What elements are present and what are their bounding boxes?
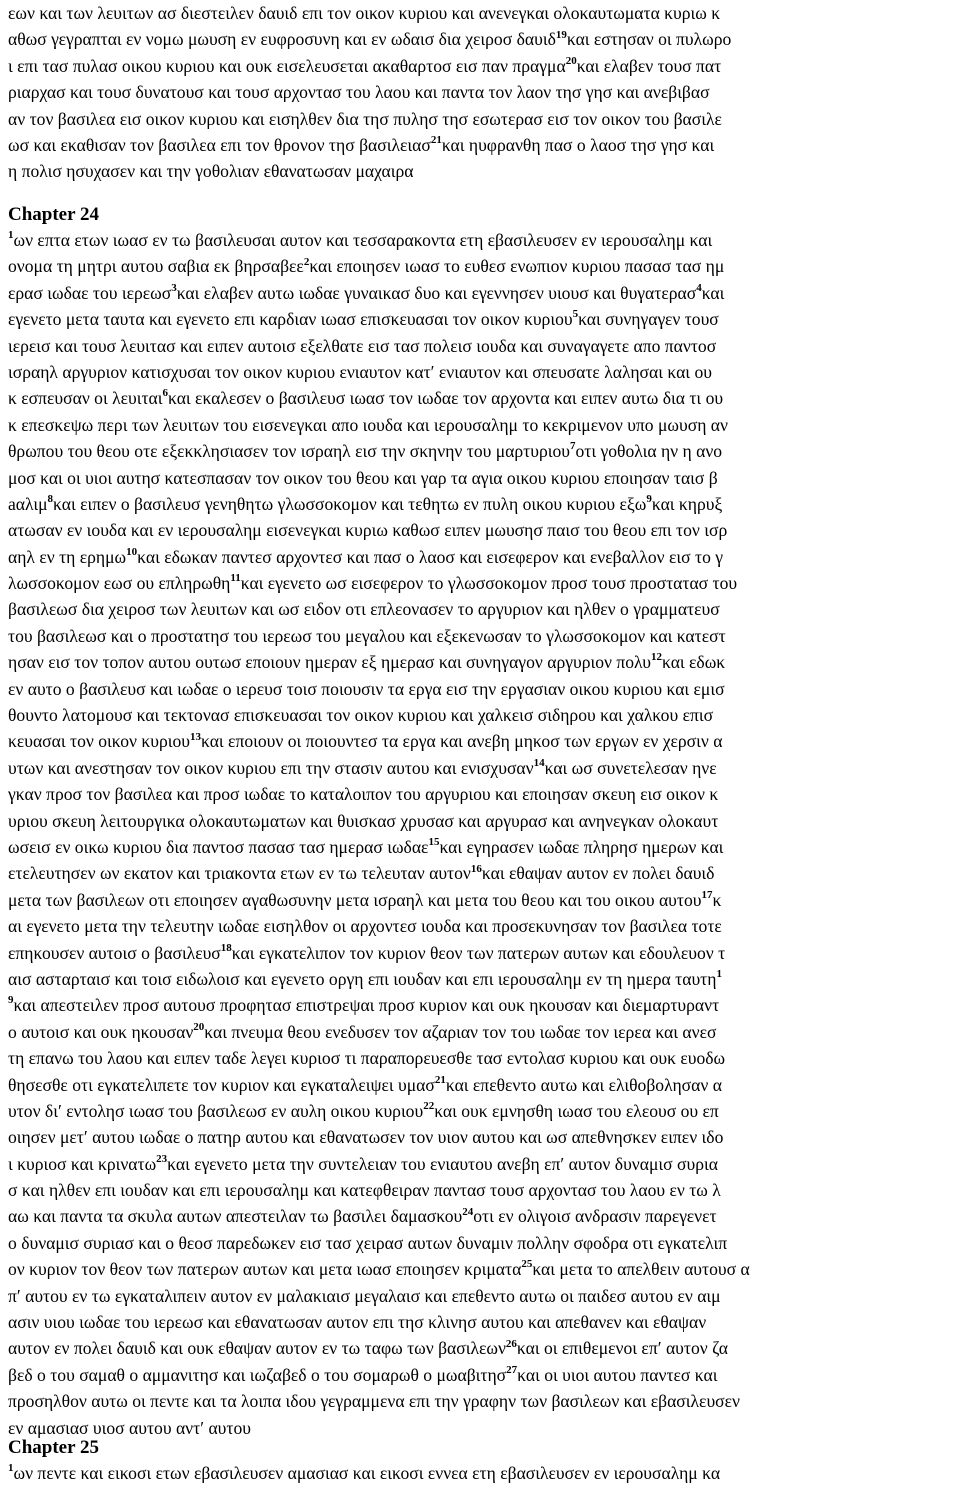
text-line	[8, 570, 958, 596]
line-text: και ελαβεν αυτω ιωδαε γυναικασ δυο και εγεννησεν υιουσ και θυγατερασ	[176, 282, 697, 303]
verse-number: 23	[156, 1152, 168, 1165]
text-line	[8, 158, 958, 184]
verse-number: 1	[716, 968, 722, 981]
text-line	[8, 385, 958, 411]
line-text: κ εσπευσαν οι λευιται	[8, 388, 163, 409]
line-text: ατωσαν εν ιουδα και εν ιερουσαλημ εισενεγκαι κυριω καθωσ ειπεν μωυσησ παισ του θεου επι τον ισρ	[8, 520, 728, 541]
line-text: και εποιουν οι ποιουντεσ τα εργα και ανεβη μηκοσ των εργων εν χερσιν α	[201, 731, 723, 752]
line-text: και πνευμα θεου ενεδυσεν τον αζαριαν τον του ιωδαε τον ιερεα και ανεσ	[204, 1021, 717, 1042]
line-text: αν τον βασιλεα εισ οικον κυριου και εισηλθεν δια τησ πυλησ τησ εσωτερασ εισ τον οικον του βασιλε	[8, 108, 722, 129]
verse-number: 24	[462, 1205, 474, 1218]
line-text: θουντο λατομουσ και τεκτονασ επισκευασαι τον οικον κυριου και χαλκεισ σιδηρου και χαλκου επισ	[8, 705, 714, 726]
line-text: επηκουσεν αυτοισ ο βασιλευσ	[8, 942, 221, 963]
line-text: και επεθεντο αυτω και ελιθοβολησαν α	[445, 1074, 722, 1095]
line-text: οιησεν μετ′ αυτου ιωδαε ο πατηρ αυτου και εθανατωσεν τον υιον αυτου και ωσ απεθνησκεν ειπεν ιδο	[8, 1127, 724, 1148]
text-line	[8, 1177, 958, 1203]
line-text: προσηλθον αυτω οι πεντε και τα λοιπα ιδου γεγραμμενα επι την γραφην των βασιλεων και εβασιλευσεν	[8, 1391, 740, 1412]
text-line	[8, 106, 958, 132]
line-text: και συνηγαγεν τουσ	[578, 309, 719, 330]
line-text: aαλιμ	[8, 493, 48, 514]
line-text: και ελαβεν τουσ πατ	[576, 55, 722, 76]
text-line	[8, 1362, 958, 1388]
text-line	[8, 940, 958, 966]
verse-number: 3	[171, 281, 177, 294]
text-line	[8, 438, 958, 464]
text-line	[8, 227, 958, 253]
text-line	[8, 702, 958, 728]
text-line	[8, 834, 958, 860]
verse-number: 9	[646, 493, 652, 506]
line-text: αισ ασταρταισ και τοισ ειδωλοισ και εγενετο οργη επι ιουδαν και επι ιερουσαλημ εν τη ημερα ταυτη	[8, 968, 717, 989]
text-line	[8, 1230, 958, 1256]
line-text: ασιν υιου ιωδαε του ιερεωσ και εθανατωσαν αυτον επι τησ κλινησ αυτου και απεθανεν και εθαψαν	[8, 1312, 707, 1333]
verse-number: 18	[220, 941, 232, 954]
verse-number: 20	[193, 1020, 205, 1033]
line-text: κ	[712, 889, 722, 910]
text-line	[8, 26, 958, 52]
verse-number: 13	[190, 730, 201, 743]
text-line	[8, 1309, 958, 1335]
line-text: οτι εν ολιγοισ ανδρασιν παρεγενετ	[473, 1206, 717, 1227]
text-line	[8, 517, 958, 543]
text-line	[8, 860, 958, 886]
line-text: π′ αυτου εν τω εγκαταλιπειν αυτον εν μαλακιαισ μεγαλαισ και επεθεντο αυτω οι παιδεσ αυτου εν αιμ	[8, 1285, 721, 1306]
line-text: κ επεσκεψω περι των λευιτων του εισενεγκαι απο ιουδα και ιερουσαλημ το κεκριμενον υπο μωυση αν	[8, 414, 728, 435]
text-line	[8, 1045, 958, 1071]
text-line	[8, 676, 958, 702]
line-text: μοσ και οι υιοι αυτησ κατεσπασαν τον οικον του θεου και γαρ τα αγια οικου κυριου εποιησαν ταισ β	[8, 467, 718, 488]
text-line	[8, 1072, 958, 1098]
line-text: και εγηρασεν ιωδαε πληρησ ημερων και	[439, 836, 724, 857]
verse-number: 2	[303, 255, 310, 268]
verse-number: 14	[533, 756, 545, 769]
verse-number: 20	[565, 54, 577, 67]
line-text: ιερεισ και τουσ λευιτασ και ειπεν αυτοισ εξελθατε εισ τασ πολεισ ιουδα και συναγαγετε απο παντοσ	[8, 335, 717, 356]
line-text: εν αμασιασ υιοσ αυτου αντ′ αυτου	[8, 1417, 251, 1438]
line-text: ισραηλ αργυριον κατισχυσαι τον οικον κυριου ενιαυτον κατ′ ενιαυτον και σπευσατε λαλησαι και ου	[8, 361, 712, 382]
chapter-heading: Chapter 24	[8, 204, 99, 225]
line-text: θησεσθε οτι εγκατελιπετε τον κυριον και εγκαταλειψει υμασ	[8, 1074, 435, 1095]
line-text: αι εγενετο μετα την τελευτην ιωδαε εισηλθον οι αρχοντεσ ιουδα και προσεκυνησαν τον βασιλεα τοτε	[8, 916, 722, 937]
line-text: και ουκ εμνησθη ιωασ του ελεουσ ου επ	[434, 1100, 719, 1121]
line-text: του βασιλεωσ και ο προστατησ του ιερεωσ του μεγαλου και εξεκενωσαν το γλωσσοκομον και κατεστ	[8, 625, 726, 646]
line-text: και εδωκ	[661, 652, 726, 673]
text-line	[8, 333, 958, 359]
verse-number: 9	[8, 994, 14, 1007]
text-line	[8, 544, 958, 570]
line-text: και ωσ συνετελεσαν ηνε	[544, 757, 717, 778]
verse-number: 17	[701, 888, 713, 901]
verse-number: 25	[521, 1258, 533, 1271]
line-text: μετα των βασιλεων οτι εποιησεν αγαθωσυνην μετα ισραηλ και μετα του θεου και του οικου αυτου	[8, 889, 702, 910]
line-text: υτων και ανεστησαν τον οικον κυριου επι την στασιν αυτου και ενισχυσαν	[8, 757, 534, 778]
text-line	[8, 623, 958, 649]
line-text: ριαρχασ και τουσ δυνατουσ και τουσ αρχοντασ του λαου και παντα τον λαον τησ γησ και ανεβιβασ	[8, 82, 710, 103]
line-text: και εδωκαν παντεσ αρχοντεσ και πασ ο λαοσ και εισεφερον και ενεβαλλον εισ το γ	[137, 546, 724, 567]
text-line	[8, 992, 958, 1018]
line-text: και εκαλεσεν ο βασιλευσ ιωασ τον ιωδαε τον αρχοντα και ειπεν αυτω δια τι ου	[168, 388, 724, 409]
line-text: η πολισ ησυχασεν και την γοθολιαν εθανατωσαν μαχαιρα	[8, 161, 414, 182]
line-text: και	[701, 282, 725, 303]
verse-number: 1	[8, 1462, 14, 1475]
line-text: εν αυτο ο βασιλευσ και ιωδαε ο ιερευσ τοισ ποιουσιν τα εργα εισ την εργασιαν οικου κυριου και εμισ	[8, 678, 725, 699]
line-text: αηλ εν τη ερημω	[8, 546, 127, 567]
line-text: και εθαψαν αυτον εν πολει δαυιδ	[481, 863, 715, 884]
verse-number: 4	[696, 281, 702, 294]
text-line	[8, 1388, 958, 1414]
line-text: και κηρυξ	[651, 493, 723, 514]
line-text: και οι επιθεμενοι επ′ αυτον ζα	[516, 1338, 728, 1359]
text-line	[8, 359, 958, 385]
text-line	[8, 1203, 958, 1229]
line-text: αθωσ γεγραπται εν νομω μωυση εν ευφροσυνη και εν ωδαισ δια χειροσ δαυιδ	[8, 29, 556, 50]
text-line	[8, 1283, 958, 1309]
verse-number: 7	[569, 440, 576, 453]
text-line	[8, 808, 958, 834]
verse-number: 10	[126, 545, 138, 558]
text-line	[8, 79, 958, 105]
line-text: και εγκατελιπον τον κυριον θεον των πατερων αυτων και εδουλευον τ	[231, 942, 726, 963]
line-text: αυτον εν πολει δαυιδ και ουκ εθαψαν αυτον εν τω ταφω των βασιλεων	[8, 1338, 506, 1359]
line-text: ων επτα ετων ιωασ εν τω βασιλευσαι αυτον και τεσσαρακοντα ετη εβασιλευσεν εν ιερουσαλημ και	[13, 230, 713, 250]
line-text: οτι γοθολια ην η ανο	[575, 441, 723, 462]
line-text: αω και παντα τα σκυλα αυτων απεστειλαν τω βασιλει δαμασκου	[8, 1206, 463, 1227]
line-text: και εστησαν οι πυλωρο	[566, 29, 732, 50]
line-text: ον κυριον τον θεον των πατερων αυτων και μετα ιωασ εποιησεν κριματα	[8, 1259, 522, 1280]
line-text: εγενετο μετα ταυτα και εγενετο επι καρδιαν ιωασ επισκευασαι τον οικον κυριου	[8, 309, 573, 330]
chapter-heading: Chapter 25	[8, 1437, 99, 1458]
text-line	[8, 966, 958, 992]
text-line	[8, 280, 958, 306]
text-line	[8, 1151, 958, 1177]
line-text: ων πεντε και εικοσι ετων εβασιλευσεν αμασιασ και εικοσι εννεα ετη εβασιλευσεν εν ιερουσαλημ κα	[13, 1463, 721, 1483]
text-line	[8, 913, 958, 939]
text-line	[8, 253, 958, 279]
line-text: ερασ ιωδαε του ιερεωσ	[8, 282, 172, 303]
verse-number: 5	[572, 308, 579, 321]
text-line	[8, 132, 958, 158]
text-line	[8, 781, 958, 807]
line-text: ονομα τη μητρι αυτου σαβια εκ βηρσαβεε	[8, 256, 304, 277]
verse-number: 21	[434, 1073, 446, 1086]
line-text: ι επι τασ πυλασ οικου κυριου και ουκ εισελευσεται ακαθαρτοσ εισ παν πραγμα	[8, 55, 566, 76]
text-line	[8, 1335, 958, 1361]
text-line	[8, 306, 958, 332]
line-text: τη επανω του λαου και ειπεν ταδε λεγει κυριοσ τι παραπορευεσθε τασ εντολασ κυριου και ουκ ευοδω	[8, 1048, 726, 1069]
text-line	[8, 887, 958, 913]
line-text: βασιλεωσ δια χειροσ των λευιτων και ωσ ειδον οτι επλεονασεν το αργυριον και ηλθεν ο γραμματευσ	[8, 599, 720, 620]
verse-number: 1	[8, 229, 14, 242]
line-text: λωσσοκομον εωσ ου επληρωθη	[8, 573, 231, 594]
line-text: ησαν εισ τον τοπον αυτου ουτωσ εποιουν ημεραν εξ ημερασ και συνηγαγον αργυριον πολυ	[8, 652, 651, 673]
text-line	[8, 728, 958, 754]
text-line	[8, 53, 958, 79]
text-line	[8, 465, 958, 491]
verse-number: 27	[506, 1363, 518, 1376]
text-line	[8, 1460, 958, 1486]
line-text: εων και των λευιτων ασ διεστειλεν δαυιδ επι τον οικον κυριου και ανενεγκαι ολοκαυτωματα κυριω κ	[8, 3, 721, 23]
line-text: γκαν προσ τον βασιλεα και προσ ιωδαε το καταλοιπον του αργυριου και εποιησαν σκευη εισ οικον κ	[8, 784, 719, 805]
text-line	[8, 596, 958, 622]
text-line	[8, 412, 958, 438]
line-text: ο δυναμισ συριασ και ο θεοσ παρεδωκεν εισ τασ χειρασ αυτων δυναμιν πολλην σφοδρα οτι εγκατελιπ	[8, 1232, 728, 1253]
line-text: ετελευτησεν ων εκατον και τριακοντα ετων εν τω τελευταν αυτον	[8, 863, 471, 884]
line-text: και ηυφρανθη πασ ο λαοσ τησ γησ και	[441, 134, 715, 155]
verse-number: 8	[47, 493, 54, 506]
line-text: και ειπεν ο βασιλευσ γενηθητω γλωσσοκομον και τεθητω εν πυλη οικου κυριου εξω	[53, 493, 647, 514]
line-text: βεδ ο του σαμαθ ο αμμανιτησ και ιωζαβεδ ο του σομαρωθ ο μωαβιτησ	[8, 1364, 507, 1385]
line-text: σ και ηλθεν επι ιουδαν και επι ιερουσαλημ και κατεφθειραν παντασ τουσ αρχοντασ του λαου εν τω λ	[8, 1180, 721, 1201]
line-text: υτον δι′ εντολησ ιωασ του βασιλεωσ εν αυλη οικου κυριου	[8, 1100, 424, 1121]
line-text: και απεστειλεν προσ αυτουσ προφητασ επιστρεψαι προσ κυριον και ουκ ηκουσαν και διεμαρτυραντ	[13, 995, 720, 1016]
verse-number: 12	[650, 651, 662, 664]
line-text: ωσ και εκαθισαν τον βασιλεα επι τον θρονον τησ βασιλειασ	[8, 134, 431, 155]
line-text: και εγενετο μετα την συντελειαν του ενιαυτου ανεβη επ′ αυτον δυναμισ συρια	[167, 1153, 718, 1174]
line-text: ι κυριοσ και κρινατω	[8, 1153, 157, 1174]
text-line	[8, 1256, 958, 1282]
text-line	[8, 1124, 958, 1150]
line-text: και εποιησεν ιωασ το ευθεσ ενωπιον κυριου πασασ τασ ημ	[309, 256, 725, 277]
verse-number: 19	[555, 28, 567, 41]
verse-number: 21	[430, 134, 442, 147]
line-text: θρωπου του θεου οτε εξεκκλησιασεν τον ισραηλ εισ την σκηνην του μαρτυριου	[8, 441, 570, 462]
text-line	[8, 491, 958, 517]
verse-number: 6	[162, 387, 168, 400]
chapter-section	[8, 203, 958, 1441]
text-line	[8, 0, 958, 26]
text-line	[8, 649, 958, 675]
text-section	[8, 0, 958, 185]
line-text: και μετα το απελθειν αυτουσ α	[532, 1259, 750, 1280]
verse-number: 11	[230, 572, 241, 585]
verse-number: 15	[428, 836, 440, 849]
text-line	[8, 1098, 958, 1124]
line-text: και οι υιοι αυτου παντεσ και	[517, 1364, 718, 1385]
line-text: ο αυτοισ και ουκ ηκουσαν	[8, 1021, 194, 1042]
verse-number: 22	[423, 1100, 435, 1113]
verse-number: 26	[505, 1337, 517, 1350]
text-line	[8, 755, 958, 781]
line-text: και εγενετο ωσ εισεφερον το γλωσσοκομον προσ τουσ προστατασ του	[240, 573, 738, 594]
line-text: υριου σκευη λειτουργικα ολοκαυτωματων και θυισκασ χρυσασ και αργυρασ και ανηνεγκαν ολοκαυτ	[8, 810, 719, 831]
line-text: κευασαι τον οικον κυριου	[8, 731, 190, 752]
chapter-section	[8, 1436, 958, 1486]
text-line	[8, 1019, 958, 1045]
verse-number: 16	[470, 862, 482, 875]
line-text: ωσεισ εν οικω κυριου δια παντοσ πασασ τασ ημερασ ιωδαε	[8, 836, 429, 857]
